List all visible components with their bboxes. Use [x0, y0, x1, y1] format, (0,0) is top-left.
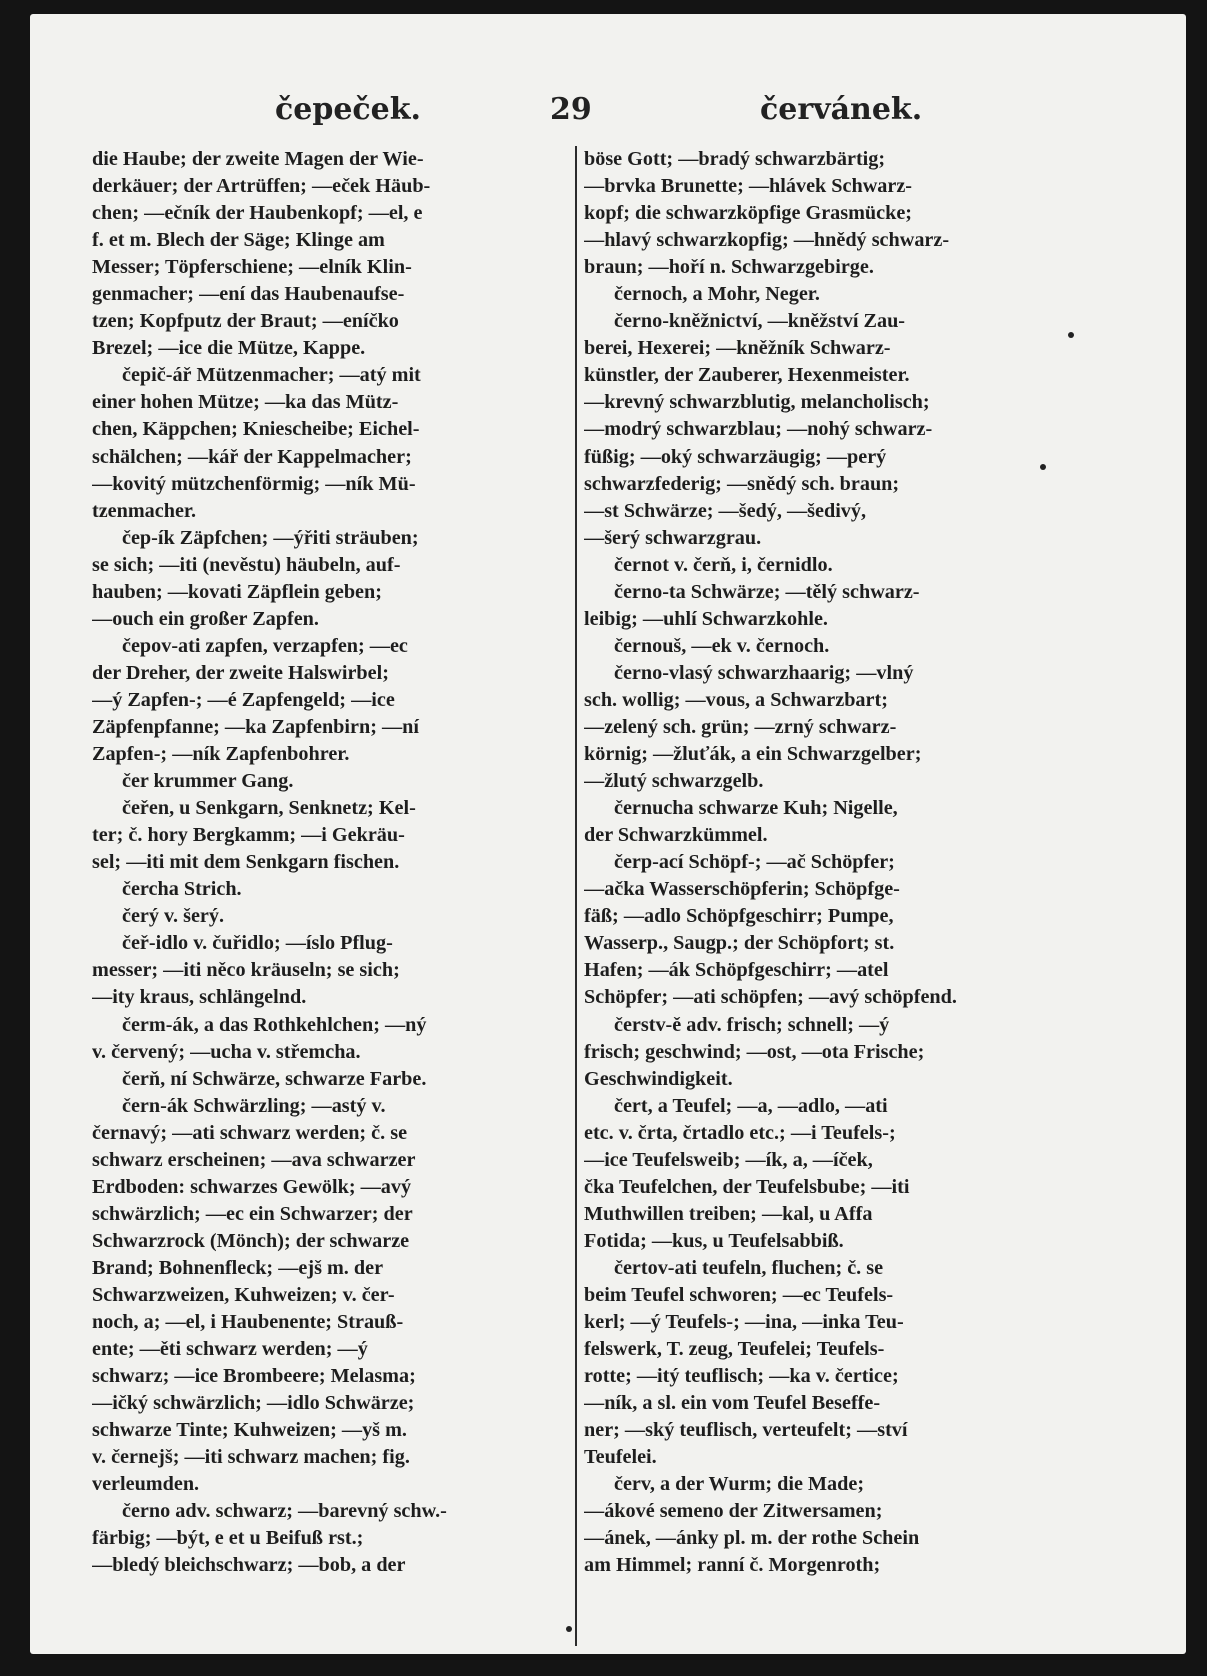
dictionary-line: Messer; Töpferschiene; —elník Klin- [92, 256, 412, 279]
dictionary-line: Erdboden: schwarzes Gewölk; —avý [92, 1175, 412, 1198]
dictionary-line: čern-ák Schwärzling; —astý v. [122, 1094, 386, 1117]
dictionary-line: Fotida; —kus, u Teufelsabbiß. [584, 1229, 844, 1252]
dictionary-line: —ačka Wasserschöpferin; Schöpfge- [584, 878, 900, 901]
dictionary-line: v. červený; —ucha v. střemcha. [92, 1040, 361, 1063]
dictionary-line: derkäuer; der Artrüffen; —eček Häub- [92, 175, 431, 198]
dictionary-line: čerň, ní Schwärze, schwarze Farbe. [122, 1067, 427, 1090]
dictionary-line: —bledý bleichschwarz; —bob, a der [92, 1554, 406, 1577]
dictionary-line: Schwarzweizen, Kuhweizen; v. čer- [92, 1283, 395, 1306]
dictionary-line: felswerk, T. zeug, Teufelei; Teufels- [584, 1338, 885, 1361]
dictionary-line: černoch, a Mohr, Neger. [614, 283, 820, 306]
dictionary-line: —ý Zapfen-; —é Zapfengeld; —ice [92, 688, 395, 711]
dictionary-line: čerý v. šerý. [122, 905, 225, 928]
dictionary-line: der Dreher, der zweite Halswirbel; [92, 661, 389, 684]
dictionary-line: beim Teufel schworen; —ec Teufels- [584, 1283, 894, 1306]
page-number: 29 [550, 92, 592, 127]
dictionary-line: Zäpfenpfanne; —ka Zapfenbirn; —ní [92, 715, 419, 738]
dictionary-line: chen; —ečník der Haubenkopf; —el, e [92, 202, 423, 225]
dictionary-line: —hlavý schwarzkopfig; —hnědý schwarz- [584, 229, 950, 252]
dictionary-line: —kovitý mützchenförmig; —ník Mü- [92, 472, 416, 495]
dictionary-line: Schwarzrock (Mönch); der schwarze [92, 1229, 410, 1252]
dictionary-line: kopf; die schwarzköpfige Grasmücke; [584, 202, 913, 225]
dictionary-line: čka Teufelchen, der Teufelsbube; —iti [584, 1175, 910, 1198]
dictionary-line: am Himmel; ranní č. Morgenroth; [584, 1554, 881, 1577]
dictionary-line: černavý; —ati schwarz werden; č. se [92, 1121, 408, 1144]
dictionary-line: die Haube; der zweite Magen der Wie- [92, 148, 424, 170]
print-speck [1040, 464, 1046, 470]
dictionary-line: füßig; —oký schwarzäugig; —perý [584, 445, 887, 468]
dictionary-line: künstler, der Zauberer, Hexenmeister. [584, 364, 910, 387]
dictionary-line: braun; —hoří n. Schwarzgebirge. [584, 256, 874, 279]
dictionary-line: —krevný schwarzblutig, melancholisch; [584, 391, 930, 414]
dictionary-line: —ouch ein großer Zapfen. [92, 607, 319, 630]
dictionary-line: čerstv-ě adv. frisch; schnell; —ý [614, 1013, 890, 1036]
dictionary-line: verleumden. [92, 1473, 200, 1496]
dictionary-line: —ičký schwärzlich; —idlo Schwärze; [92, 1392, 415, 1415]
dictionary-line: Wasserp., Saugp.; der Schöpfort; st. [584, 932, 895, 955]
dictionary-line: messer; —iti něco kräuseln; se sich; [92, 959, 400, 982]
dictionary-line: Schöpfer; —ati schöpfen; —avý schöpfend. [584, 986, 957, 1009]
dictionary-line: körnig; —žluťák, a ein Schwarzgelber; [584, 743, 922, 766]
dictionary-line: einer hohen Mütze; —ka das Mütz- [92, 391, 399, 414]
dictionary-line: čert, a Teufel; —a, —adlo, —ati [614, 1094, 888, 1117]
dictionary-line: noch, a; —el, i Haubenente; Strauß- [92, 1311, 404, 1334]
dictionary-line: chen, Käppchen; Kniescheibe; Eichel- [92, 418, 420, 441]
dictionary-line: v. černejš; —iti schwarz machen; fig. [92, 1446, 410, 1469]
dictionary-line: genmacher; —ení das Haubenaufse- [92, 283, 405, 306]
dictionary-line: se sich; —iti (nevěstu) häubeln, auf- [92, 553, 401, 576]
dictionary-line: ter; č. hory Bergkamm; —i Gekräu- [92, 824, 405, 847]
running-head [30, 92, 1186, 132]
dictionary-line: čepov-ati zapfen, verzapfen; —ec [122, 634, 408, 657]
dictionary-line: čeř-idlo v. čuřidlo; —íslo Pflug- [122, 932, 393, 955]
dictionary-line: černucha schwarze Kuh; Nigelle, [614, 797, 898, 820]
dictionary-line: Hafen; —ák Schöpfgeschirr; —atel [584, 959, 889, 982]
dictionary-line: čertov-ati teufeln, fluchen; č. se [614, 1256, 884, 1279]
dictionary-line: černo adv. schwarz; —barevný schw.- [122, 1500, 447, 1523]
dictionary-line: černot v. čerň, i, černidlo. [614, 553, 833, 576]
dictionary-line: etc. v. črta, črtadlo etc.; —i Teufels-; [584, 1121, 896, 1144]
dictionary-line: čercha Strich. [122, 878, 242, 901]
dictionary-line: hauben; —kovati Zäpflein geben; [92, 580, 382, 603]
column-divider [575, 146, 577, 1646]
left-headword: čepeček. [275, 92, 422, 127]
left-column [92, 146, 570, 1579]
dictionary-line: färbig; —být, e et u Beifuß rst.; [92, 1527, 364, 1550]
dictionary-line: leibig; —uhlí Schwarzkohle. [584, 607, 828, 630]
dictionary-line: čerm-ák, a das Rothkehlchen; —ný [122, 1013, 427, 1036]
dictionary-line: —modrý schwarzblau; —nohý schwarz- [584, 418, 933, 441]
dictionary-line: černo-vlasý schwarzhaarig; —vlný [614, 661, 914, 684]
dictionary-line: čerp-ací Schöpf-; —ač Schöpfer; [614, 851, 895, 874]
dictionary-line: Geschwindigkeit. [584, 1067, 733, 1090]
dictionary-line: Brezel; —ice die Mütze, Kappe. [92, 337, 366, 360]
dictionary-line: —šerý schwarzgrau. [584, 526, 762, 549]
dictionary-line: —st Schwärze; —šedý, —šedivý, [584, 499, 867, 522]
dictionary-line: čer krummer Gang. [122, 770, 294, 793]
dictionary-line: schwarz erscheinen; —ava schwarzer [92, 1148, 416, 1171]
dictionary-line: Brand; Bohnenfleck; —ejš m. der [92, 1256, 384, 1279]
dictionary-line: Zapfen-; —ník Zapfenbohrer. [92, 743, 350, 766]
dictionary-line: čep-ík Zäpfchen; —ýřiti sträuben; [122, 526, 419, 549]
dictionary-line: černo-kněžnictví, —kněžství Zau- [614, 310, 906, 333]
right-column [584, 146, 1084, 1579]
dictionary-line: fäß; —adlo Schöpfgeschirr; Pumpe, [584, 905, 894, 928]
dictionary-line: schwarze Tinte; Kuhweizen; —yš m. [92, 1419, 407, 1442]
dictionary-line: ente; —ěti schwarz werden; —ý [92, 1338, 368, 1361]
dictionary-line: tzen; Kopfputz der Braut; —eníčko [92, 310, 399, 333]
dictionary-line: kerl; —ý Teufels-; —ina, —inka Teu- [584, 1311, 904, 1334]
dictionary-line: frisch; geschwind; —ost, —ota Frische; [584, 1040, 925, 1063]
dictionary-line: —ity kraus, schlängelnd. [92, 986, 307, 1009]
dictionary-line: berei, Hexerei; —kněžník Schwarz- [584, 337, 891, 360]
dictionary-line: schwarzfederig; —snědý sch. braun; [584, 472, 900, 495]
dictionary-line: schwärzlich; —ec ein Schwarzer; der [92, 1202, 413, 1225]
dictionary-line: schwarz; —ice Brombeere; Melasma; [92, 1365, 416, 1388]
dictionary-line: —ice Teufelsweib; —ík, a, —íček, [584, 1148, 873, 1171]
dictionary-line: sch. wollig; —vous, a Schwarzbart; [584, 688, 888, 711]
dictionary-line: čepič-ář Mützenmacher; —atý mit [122, 364, 421, 387]
print-speck [1068, 332, 1074, 338]
dictionary-line: rotte; —itý teuflisch; —ka v. čertice; [584, 1365, 899, 1388]
dictionary-line: —ákové semeno der Zitwersamen; [584, 1500, 883, 1523]
dictionary-line: —žlutý schwarzgelb. [584, 770, 764, 793]
print-speck [566, 1626, 572, 1632]
dictionary-line: —zelený sch. grün; —zrný schwarz- [584, 715, 897, 738]
dictionary-line: sel; —iti mit dem Senkgarn fischen. [92, 851, 400, 874]
dictionary-line: f. et m. Blech der Säge; Klinge am [92, 229, 385, 252]
dictionary-line: ner; —ský teuflisch, verteufelt; —ství [584, 1419, 908, 1442]
dictionary-line: čeřen, u Senkgarn, Senknetz; Kel- [122, 797, 416, 820]
dictionary-line: —ník, a sl. ein vom Teufel Beseffe- [584, 1392, 881, 1415]
dictionary-line: —ánek, —ánky pl. m. der rothe Schein [584, 1527, 920, 1550]
dictionary-line: černo-ta Schwärze; —tělý schwarz- [614, 580, 920, 603]
dictionary-line: —brvka Brunette; —hlávek Schwarz- [584, 175, 913, 198]
right-headword: červánek. [760, 92, 923, 127]
dictionary-line: böse Gott; —bradý schwarzbärtig; [584, 148, 886, 170]
dictionary-line: černouš, —ek v. černoch. [614, 634, 830, 657]
dictionary-line: der Schwarzkümmel. [584, 824, 768, 847]
dictionary-page [30, 14, 1186, 1654]
dictionary-line: Muthwillen treiben; —kal, u Affa [584, 1202, 873, 1225]
dictionary-line: Teufelei. [584, 1446, 657, 1469]
dictionary-line: červ, a der Wurm; die Made; [614, 1473, 865, 1496]
dictionary-line: schälchen; —kář der Kappelmacher; [92, 445, 412, 468]
dictionary-line: tzenmacher. [92, 499, 197, 522]
